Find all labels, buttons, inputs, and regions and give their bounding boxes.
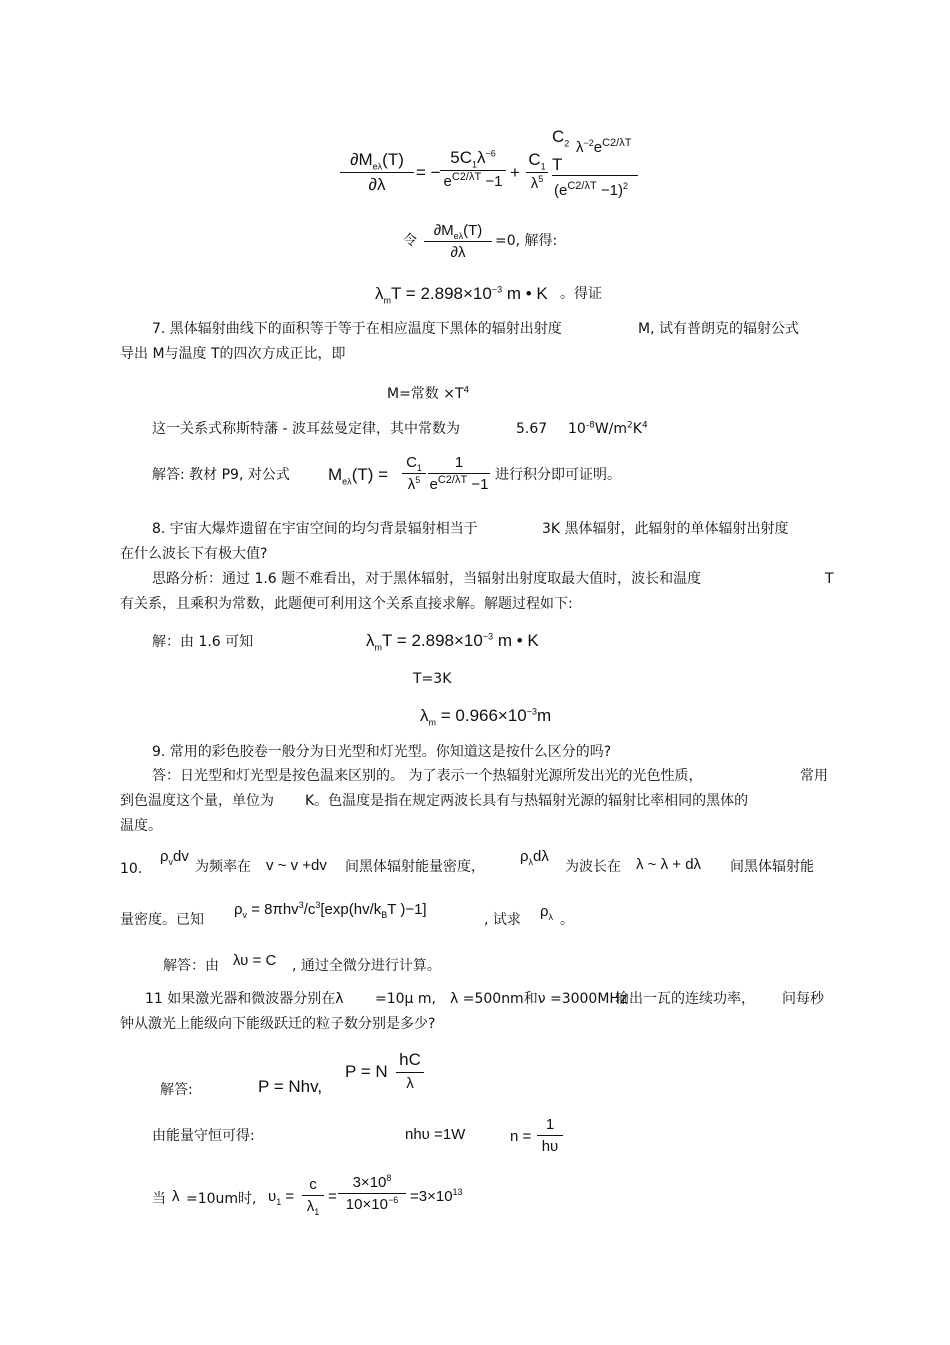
q10-answer-end: , 通过全微分进行计算。: [292, 958, 441, 974]
q10-text1: 为频率在: [195, 859, 251, 875]
q7-planck-frac1: $C_1$ $\lambda^5$: [402, 454, 426, 493]
q9-line1: 9. 常用的彩色胶卷一般分为日光型和灯光型。你知道这是按什么区分的吗?: [152, 744, 612, 760]
q8-formula2: $\lambda_m = 0.966\times 10^{-3}m$: [420, 706, 552, 728]
q7-line3: 这一关系式称斯特藩 - 波耳兹曼定律，其中常数为: [152, 421, 460, 437]
q11-when-lambda: λ: [172, 1188, 180, 1205]
q7-line1: 7. 黑体辐射曲线下的面积等于等于在相应温度下黑体的辐射出射度: [152, 321, 562, 337]
q11-line1-c: λ =500nm和ν =3000MHz: [450, 991, 628, 1007]
q11-formula4-frac: 1 hυ: [537, 1116, 563, 1155]
q11-when: 当: [152, 1191, 166, 1207]
q8-temperature: T=3K: [413, 671, 452, 687]
eq2-fraction: $\partial M_{e\lambda}(T)$ ∂λ: [424, 222, 492, 261]
eq1-lhs-num: ∂M: [350, 150, 373, 169]
q10-line2: 量密度。已知: [120, 912, 204, 928]
q11-formula5-eq: =: [328, 1188, 337, 1205]
q10-rho-v: $\rho_vdv$: [160, 848, 189, 867]
q11-formula5-frac2: $3\times 10^8$ $10\times 10^{-6}$: [338, 1174, 406, 1213]
q11-line1: 11 如果激光器和微波器分别在λ: [145, 991, 344, 1007]
q8-line1-end: 3K 黑体辐射，此辐射的单体辐射出射度: [542, 521, 789, 537]
q8-solution: 解：由 1.6 可知: [152, 634, 254, 650]
q10-answer-formula: λυ = C: [233, 952, 277, 969]
eq1-lhs-fraction: $\partial M_{e\lambda}(T)$ ∂λ: [340, 150, 414, 195]
q10-line2-ask: , 试求: [484, 912, 521, 928]
q10-range1: v ~ v +dv: [266, 857, 327, 874]
q10-number: 10.: [120, 861, 143, 877]
q11-line1-d: 输出一瓦的连续功率，: [615, 991, 755, 1007]
q11-formula5-lhs: $\upsilon_1$ =: [268, 1188, 295, 1207]
q11-answer: 解答:: [160, 1082, 193, 1098]
q8-thinking: 思路分析：通过 1.6 题不难看出，对于黑体辐射，当辐射出射度取最大值时，波长和温度: [152, 571, 702, 587]
q11-formula2-frac: hC λ: [396, 1050, 424, 1092]
q9-answer1-end: 常用: [800, 768, 828, 784]
q7-planck-frac2: 1 $e^{C2/\lambda T} -1$: [429, 454, 489, 493]
q11-formula4-lhs: n =: [510, 1128, 532, 1145]
q10-answer: 解答：由: [163, 958, 219, 974]
q11-line2: 钟从激光上能级向下能级跃迁的粒子数分别是多少?: [120, 1016, 436, 1032]
equation-wien: $\lambda_mT = 2.898\times 10^{-3}$ m • K: [375, 284, 548, 306]
q7-const-value: 5.67: [516, 421, 548, 437]
q10-text3: 为波长在: [565, 859, 621, 875]
q10-planck-freq: $\rho_v = 8\pi hv^3/c^3[\exp(hv/k_BT$ )−1]: [234, 900, 427, 920]
q11-formula2-lhs: P = N: [345, 1062, 388, 1081]
q11-formula5-frac1: c $\lambda_1$: [302, 1176, 324, 1215]
q10-range2: λ ~ λ + dλ: [636, 856, 702, 873]
q11-when-value: =10um时,: [186, 1191, 257, 1207]
eq2-prefix: 令: [403, 233, 417, 249]
q7-const-unit: $10^{-8}W/m^2K^4$: [568, 420, 648, 437]
q7-answer: 解答: 教材 P9, 对公式: [152, 467, 290, 483]
eq1-plus: +: [510, 163, 520, 182]
eq1-term2: $C_1$ $\lambda^5$: [526, 150, 548, 192]
eq3-suffix: 。得证: [560, 286, 602, 302]
q8-thinking-end: T: [825, 571, 834, 587]
q10-target: $\rho_\lambda$: [540, 903, 554, 922]
eq2-suffix: =0, 解得:: [495, 233, 558, 249]
q8-formula1: $\lambda_mT = 2.898\times 10^{-3}$ m • K: [366, 631, 539, 653]
q9-answer1: 答：日光型和灯光型是按色温来区别的。 为了表示一个热辐射光源所发出光的光色性质，: [152, 768, 703, 784]
eq1-equals: = −: [416, 163, 441, 182]
q7-line2: 导出 M与温度 T的四次方成正比，即: [120, 346, 346, 362]
q11-line1-b: =10μ m,: [375, 991, 436, 1007]
eq1-term1: $5C_1\lambda^{-6}$ $e^{C2/\lambda T} -1$: [440, 148, 506, 190]
q10-line2-end: 。: [560, 912, 574, 928]
q7-formula: M=常数 $\times T^4$: [387, 385, 470, 402]
q11-formula3: nhυ =1W: [405, 1126, 466, 1143]
q8-line1: 8. 宇宙大爆炸遗留在宇宙空间的均匀背景辐射相当于: [152, 521, 478, 537]
q9-answer2-end: K。色温度是指在规定两波长具有与热辐射光源的辐射比率相同的黑体的: [305, 793, 749, 809]
q8-thinking2: 有关系，且乘积为常数，此题便可利用这个关系直接求解。解题过程如下:: [120, 596, 573, 612]
q7-planck: $M_{e\lambda}(T)$ =: [328, 465, 389, 487]
q9-answer2: 到色温度这个量，单位为: [120, 793, 274, 809]
q10-text4: 间黑体辐射能: [730, 859, 814, 875]
q11-line1-e: 问每秒: [782, 991, 824, 1007]
q10-rho-lambda: $\rho_\lambda d\lambda$: [520, 848, 549, 867]
q11-formula1: P = Nhv,: [258, 1077, 323, 1096]
q11-energy: 由能量守恒可得:: [152, 1128, 255, 1144]
eq1-lhs-den: ∂λ: [368, 175, 386, 194]
q7-answer-end: 进行积分即可证明。: [495, 467, 621, 483]
q10-text2: 间黑体辐射能量密度，: [345, 859, 485, 875]
q9-answer3: 温度。: [120, 818, 162, 834]
q8-line2: 在什么波长下有极大值?: [120, 546, 268, 562]
q11-formula5-result: $=3\times 10^{13}$: [410, 1187, 463, 1205]
q7-line1-end: M, 试有普朗克的辐射公式: [638, 321, 799, 337]
